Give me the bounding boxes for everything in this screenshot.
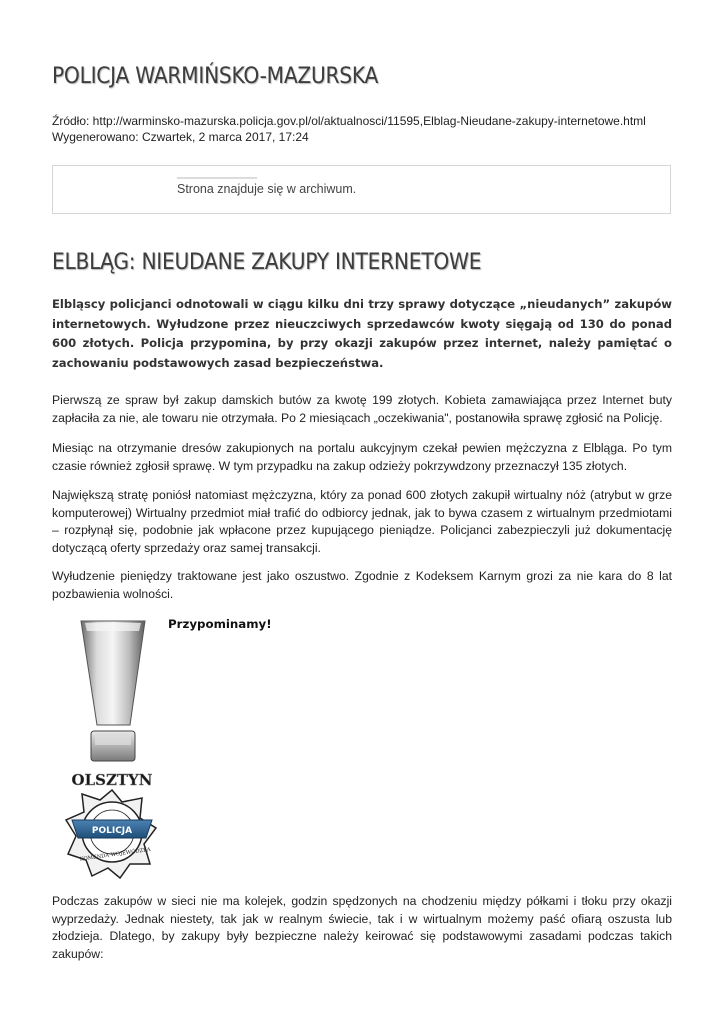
archive-divider [177, 177, 257, 179]
article-title: ELBLĄG: NIEUDANE ZAKUPY INTERNETOWE [52, 250, 482, 275]
article-paragraph-3: Największą stratę poniósł natomiast mężczyzna, który za ponad 600 złotych zakupił wirtualny nóż (atrybut w grze komputerowej) Wirtualny przedmiot miał trafić do odbiorcy jednak, jak to bywa czasem z wirtualnym przedmiotami – rozpłynął się, podobnie jak wpłacone przez kupującego pieniądze. Policjanci zabezpieczyli już dokumentację dotyczącą oferty sprzedaży oraz samej transakcji. [52, 488, 672, 555]
article-paragraph-2: Miesiąc na otrzymanie dresów zakupionych na portalu aukcyjnym czekał pewien mężczyzna z Elbląga. Po tym czasie również zgłosił sprawę. W tym przypadku na zakup odzieży pokrzywdzony przeznaczył 135 złotych. [52, 441, 672, 473]
logo-badge-text: POLICJA [91, 826, 133, 836]
reminder-heading: Przypominamy! [168, 617, 272, 631]
article-lead: Elbląscy policjanci odnotowali w ciągu kilku dni trzy sprawy dotyczące „nieudanych” zakupów internetowych. Wyłudzone przez nieuczciwych sprzedawców kwoty sięgają od 130 do ponad 600 złotych. Policja przypomina, by przy okazji zakupów przez internet, należy pamiętać o zachowaniu podstawowych zasad bezpieczeństwa. [52, 297, 672, 370]
archive-notice: Strona znajduje się w archiwum. [177, 182, 357, 196]
article-paragraph-4: Wyłudzenie pieniędzy traktowane jest jako oszustwo. Zgodnie z Kodeksem Karnym grozi za nie kara do 8 lat pozbawienia wolności. [52, 569, 672, 601]
logo-ring-text: KOMENDA WOJEWÓDZKA [79, 846, 151, 863]
source-url[interactable]: Źródło: http://warminsko-mazurska.policja.gov.pl/ol/aktualnosci/11595,Elblag-Nieudane-zakupy-internetowe.html [52, 114, 646, 128]
logo-city-text: OLSZTYN [71, 771, 153, 789]
exclamation-mark-icon [55, 617, 170, 879]
article-paragraph-5: Podczas zakupów w sieci nie ma kolejek, godzin spędzonych na chodzeniu między półkami i tłoku przy okazji wyprzedaży. Jednak niestety, tak jak w realnym świecie, tak i w wirtualnym możemy paść ofiarą oszusta lub złodzieja. Dlatego, by zakupy były bezpieczne należy keirować się podstawowymi zasadami podczas takich zakupów: [52, 894, 672, 961]
archive-notice-box [52, 165, 671, 214]
police-logo [55, 617, 170, 879]
document-meta [52, 113, 646, 145]
article-paragraph-1: Pierwszą ze spraw był zakup damskich butów za kwotę 199 złotych. Kobieta zamawiająca przez Internet buty zapłaciła za nie, ale towaru nie otrzymała. Po 2 miesiącach „oczekiwania", postanowiła sprawę zgłosić na Policję. [52, 393, 672, 425]
site-title: POLICJA WARMIŃSKO-MAZURSKA [52, 64, 379, 89]
generated-date: Wygenerowano: Czwartek, 2 marca 2017, 17:24 [52, 130, 309, 144]
